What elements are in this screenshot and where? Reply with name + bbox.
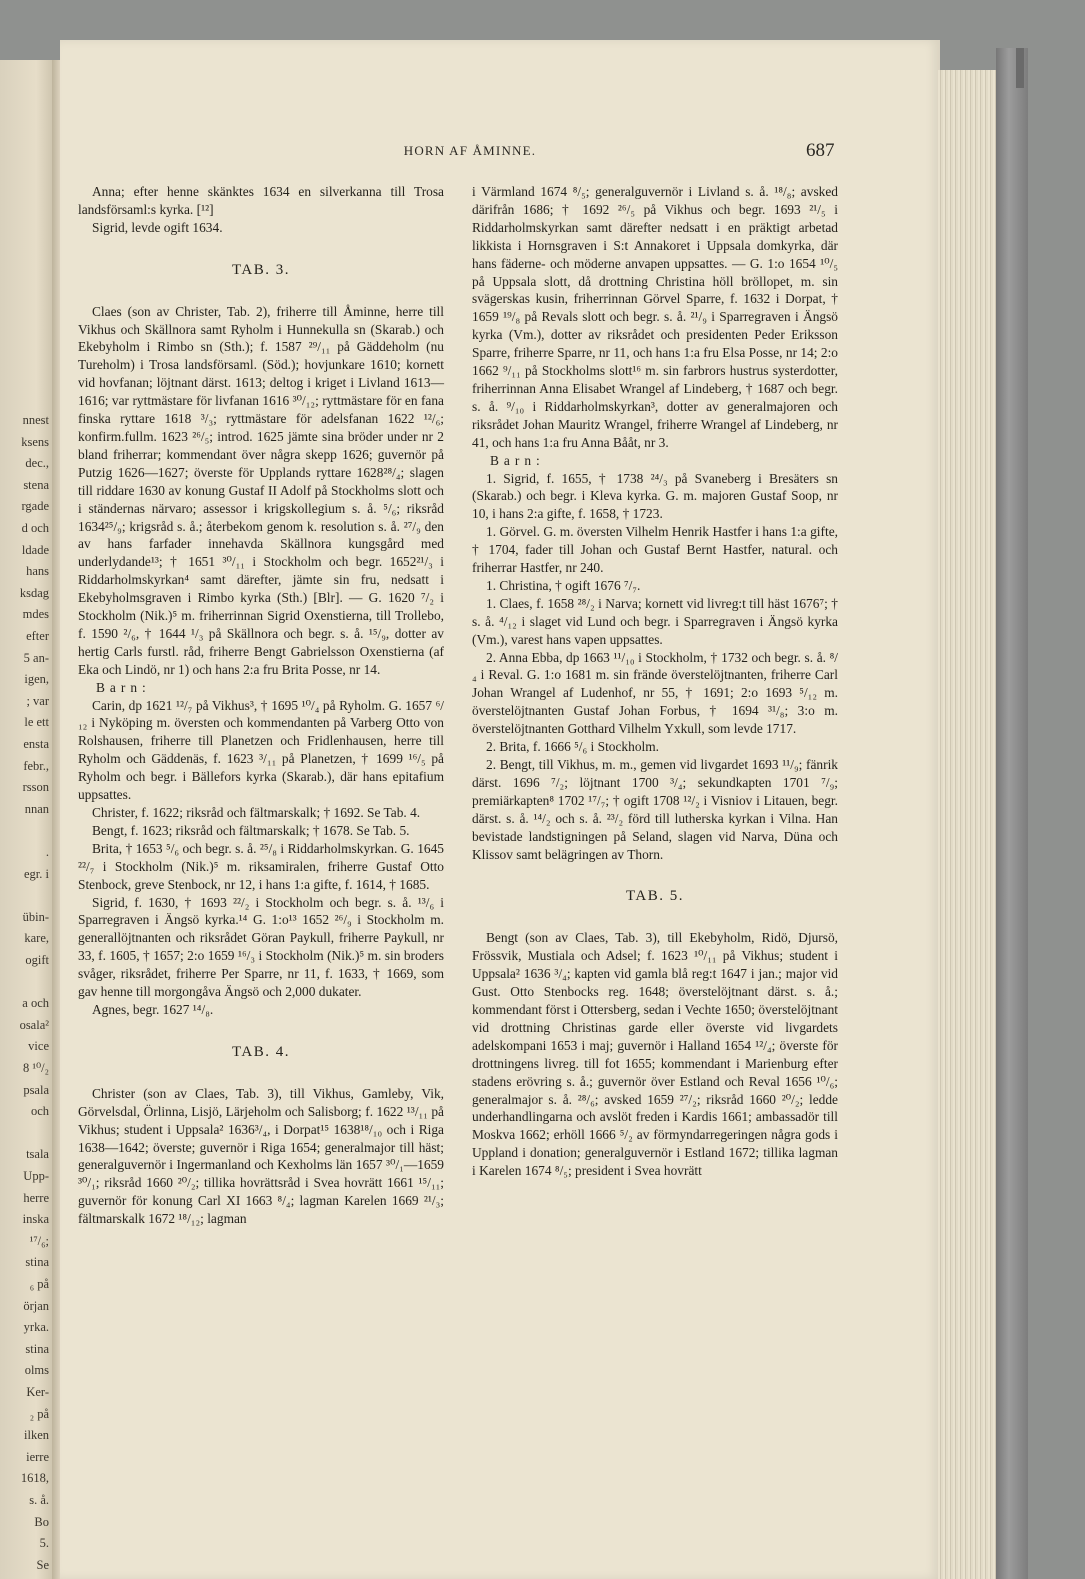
left-page-fragment: ilken xyxy=(24,1428,49,1443)
entry-paragraph: Carin, dp 1621 ¹²/₇ på Vikhus³, † 1695 ¹⁰/₄ på Ryholm. G. 1657 ⁶/₁₂ i Nyköping m. översten och kommendanten på Varberg Otto von Rolshausen, friherre till Planetzen och Fridlenhausen, herre till Ryholm och Gäddenäs, f. 1623 ³/₁₁ på Planetzen, † 1699 ¹⁶/₅ på Ryholm och begr. i Bällefors kyrka (Skarab.), där hans epitafium uppsattes. xyxy=(78,697,444,803)
left-page-fragment: örjan xyxy=(23,1298,49,1313)
left-page-fragment: egr. i xyxy=(24,866,49,881)
page-stack-edges xyxy=(938,70,998,1579)
left-page-fragment: osala² xyxy=(19,1017,49,1032)
entry-paragraph: Brita, † 1653 ⁵/₆ och begr. s. å. ²⁵/₈ i Riddarholmskyrkan. G. 1645 ²²/₇ i Stockholm (Nik.)⁵ m. riksamiralen, friherre Gustaf Otto Stenbock, greve Stenbock, nr 12, i hans 1:a gifte, f. 1614, † 1685. xyxy=(78,840,444,892)
left-page-fragment: mdes xyxy=(22,607,49,622)
children-heading: Barn: xyxy=(490,452,545,468)
entry-paragraph: Agnes, begr. 1627 ¹⁴/₈. xyxy=(92,1001,214,1017)
left-page-fragment: ksens xyxy=(21,434,49,449)
entry-paragraph: i Värmland 1674 ⁸/₅; generalguvernör i Livland s. å. ¹⁸/₈; avsked därifrån 1686; † 1692 ²⁶/₅ på Vikhus och begr. 1693 ²¹/₅ i Riddarholmskyrkan samt därefter nedsatt i en präktigt arbetad likkista i Hornsgraven i S:t Annakoret i Uppsala domkyrka, där hans fäderne- och möderne anvapen uppsattes. — G. 1:o 1654 ¹⁰/₅ på Uppsala slott, då drottning Christina höll bröllopet, m. sin svägerskas kusin, friherrinnan Görvel Sparre, f. 1632 i Dorpat, † 1659 ¹⁹/₈ på Revals slott och begr. s. å. ²¹/₉ i Sparregraven i Ängsö kyrka (Vm.), dotter av riksrådet och presidenten Peder Eriksson Sparre, friherre Sparre, nr 11, och hans 1:a fru Elsa Posse, nr 14; 2:o 1662 ⁹/₁₁ på Stockholms slott¹⁶ m. sin farbrors hustrus systerdotter, friherrinnan Anna Elisabet Wrangel af Lindeberg, † 1687 och begr. s. å. ⁹/₁₀ i Riddarholmskyrkan³, dotter av generalmajoren och riksrådet Johan Mauritz Wrangel, friherre Wrangel af Lindeberg, nr 41, och hans 1:a fru Anna Bååt, nr 3. xyxy=(472,184,838,450)
left-page-fragment: febr., xyxy=(23,758,49,773)
left-page-fragment: 8 ¹⁰/₂ xyxy=(23,1061,49,1075)
page-number: 687 xyxy=(806,140,835,161)
left-page-fragment: nnan xyxy=(24,801,49,816)
left-page-fragment: ksdag xyxy=(19,585,49,600)
table-heading: TAB. 4. xyxy=(231,1043,291,1060)
entry-paragraph: Sigrid, levde ogift 1634. xyxy=(92,219,223,235)
left-page-fragment: a och xyxy=(22,996,49,1011)
entry-paragraph: 1. Christina, † ogift 1676 ⁷/₇. xyxy=(486,577,641,593)
left-page-fragment: ¹⁷/₆; xyxy=(29,1233,49,1248)
entry-paragraph: Claes (son av Christer, Tab. 2), friherre till Åminne, herre till Vikhus och Skällnora samt Ryholm i Hunnekulla sn (Skarab.) och Ekebyholm i Rimbo sn (Sth.); f. 1587 ²⁹/₁₁ på Gäddeholm (nu Tureholm) i Trosa landsförsaml. (Söd.); hovjunkare 1610; kornett vid hovfanan; löjtnant därst. 1613; deltog i kriget i Livland 1613—1616; var ryttmästare för livfanan 1616 ³⁰/₁₂; ryttmästare för en fana finska ryttare 1618 ³/₃; ryttmästare för adelsfanan 1622 ¹²/₆; konfirm.fullm. 1623 ²⁶/₅; introd. 1625 jämte sina bröder under nr 2 bland friherrar; kommendant över några skepp 1626; guvernör på Putzig 1626—1627; överste för Upplands ryttare 1628²⁸/₄; slagen till riddare 1630 av konung Gustaf II Adolf på Stockholms slott och i ständernas närvaro; assessor i krigskollegium s. å. ⁵/₆; riksråd 1634²⁵/₉; krigsråd s. å.; återbekom genom k. resolution s. å. ²⁷/₉ den av hans farfader innehavda Skällnora kungsgård med underlydande¹³; † 1651 ³⁰/₁₁ i Stockholm och begr. 1652²¹/₃ i Riddarholmskyrkan⁴ samt därefter, jämte sin fru, nedsatt i Ekebyholmsgraven i Rimbo kyrka (Sth.) [Blr]. — G. 1620 ⁷/₂ i Stockholm (Nik.)⁵ m. friherrinnan Sigrid Oxenstierna, till Trollebo, f. 1590 ²/₆, † 1644 ¹/₃ på Skällnora och begr. s. å. ¹⁵/₉, dotter av hertig Carls furstl. råd, friherre Bengt Gabrielsson Oxenstierna (af Eka och Lindö, nr 1) och hans 2:a fru Brita Posse, nr 14. xyxy=(78,303,444,677)
entry-paragraph: 1. Sigrid, f. 1655, † 1738 ²⁴/₃ på Svaneberg i Bresäters sn (Skarab.) och begr. i Kleva kyrka. G. m. majoren Gustaf Soop, nr 10, i hans 2:a gifte, f. 1658, † 1723. xyxy=(472,470,838,522)
table-heading: TAB. 3. xyxy=(231,261,291,278)
left-page-fragment: efter xyxy=(26,629,49,643)
left-page-fragment: olms xyxy=(24,1363,49,1378)
entry-paragraph: Bengt (son av Claes, Tab. 3), till Ekebyholm, Ridö, Djursö, Frössvik, Mustiala och Adsel; f. 1623 ¹⁰/₁₁ på Vikhus; student i Uppsala² 1636 ³/₄; kapten vid gamla blå reg:t 1647 i jan.; major vid Gust. Otto Stenbocks reg. 1648; överstelöjtnant därst. s. å.; kommendant först i Ottersberg, sedan i Vechte 1650; överstelöjtnant vid drottning Christinas garde eller överste vid livgardets adelskompani 1653 i maj; guvernör i Halland 1654 ¹²/₄; överste för drottningens livreg. till fot 1655; kommendant i Marienburg efter stadens erövring s. å.; guvernör över Estland och Reval 1656 ¹⁰/₆; generalmajor s. å. ²⁸/₆; avsked 1659 ²⁷/₂; riksråd 1660 ²⁰/₂; ledde underhandlingarna och avslöt freden i Kardis 1661; ambassadör till Moskva 1662; erhöll 1666 ⁵/₂ av förmyndarregeringen några gods i Uppland i donation; generalguvernör i Estland 1672; tillika lagman i Karelen 1674 ⁸/₅; president i Svea hovrätt xyxy=(472,930,838,1179)
entry-paragraph: Bengt, f. 1623; riksråd och fältmarskalk; † 1678. Se Tab. 5. xyxy=(92,822,410,838)
left-page-fragment: stina xyxy=(25,1255,49,1270)
left-page-fragment: tsala xyxy=(26,1147,49,1162)
book-cover-edge xyxy=(996,48,1028,1579)
left-page-fragment: ensta xyxy=(23,737,49,751)
left-page-fragment: 1618, xyxy=(20,1471,49,1486)
left-page-fragment: nnest xyxy=(22,413,49,427)
left-page-fragment: yrka. xyxy=(23,1320,49,1335)
left-page-fragment: herre xyxy=(23,1190,49,1205)
left-text-column xyxy=(78,183,444,1228)
left-page-fragment: ogift xyxy=(25,953,49,967)
left-page-fragment: 5 an- xyxy=(23,650,49,665)
left-page-fragment: d och xyxy=(21,521,49,535)
left-page-fragment: igen, xyxy=(24,672,49,687)
entry-paragraph: 1. Claes, f. 1658 ²⁸/₂ i Narva; kornett vid livreg:t till häst 1676⁷; † s. å. ⁴/₁₂ i slaget vid Lund och begr. i Sparregraven i Ängsö kyrka (Vm.), varest hans vapen uppsattes. xyxy=(472,595,838,647)
left-page-fragment: inska xyxy=(22,1212,49,1227)
left-page-fragment: psala xyxy=(23,1082,49,1097)
left-page-fragment: Ker- xyxy=(26,1385,49,1399)
left-page-fragment: ₆ på xyxy=(29,1277,49,1291)
entry-paragraph: 2. Anna Ebba, dp 1663 ¹¹/₁₀ i Stockholm, † 1732 och begr. s. å. ⁸/₄ i Reval. G. 1:o 1681 m. sin frände överstelöjtnanten, friherre Carl Johan Wrangel af Ludenhof, nr 55, † 1691; 2:o 1693 ⁵/₁₂ m. överstelöjtnanten Gustaf Johan Forbus, † 1694 ³¹/₈; 3:o m. överstelöjtnanten Gotthard Vilhelm Yxkull, som levde 1717. xyxy=(472,649,838,737)
children-heading: Barn: xyxy=(96,679,151,695)
left-page-fragment: dec., xyxy=(25,456,49,471)
left-page-fragment: ; var xyxy=(26,693,49,708)
left-page-fragment: ₂ på xyxy=(29,1406,49,1421)
entry-paragraph: 2. Brita, f. 1666 ⁵/₆ i Stockholm. xyxy=(486,739,659,755)
entry-paragraph: 2. Bengt, till Vikhus, m. m., gemen vid livgardet 1693 ¹¹/₉; fänrik därst. 1696 ⁷/₂; löjtnant 1700 ³/₄; sekundkapten 1701 ⁷/₉; premiärkapten⁸ 1702 ¹⁷/₇; † ogift 1708 ¹²/₂ i Visniov i Litauen, begr. därst. s. å. ¹⁴/₂ och s. å. ²³/₂ förd till lutherska kyrkan i Vilna. Han bevistade landstigningen på Seland, slagen vid Narva, Düna och Klissov samt belägringen av Thorn. xyxy=(472,757,838,862)
left-page-edge xyxy=(0,60,52,1579)
left-page-fragment: ldade xyxy=(21,542,49,557)
left-page-fragment: och xyxy=(30,1104,49,1119)
left-page-fragment: ierre xyxy=(26,1449,49,1464)
left-page-fragment: le ett xyxy=(24,715,49,730)
entry-paragraph: Sigrid, f. 1630, † 1693 ²²/₂ i Stockholm och begr. s. å. ¹³/₆ i Sparregraven i Ängsö kyrka.¹⁴ G. 1:o¹³ 1652 ²⁶/₉ i Stockholm m. generallöjtnanten och riksrådet Göran Paykull, friherre Paykull, nr 33, f. 1605, † 1657; 2:o 1659 ¹⁶/₃ i Stockholm (Nik.)⁵ m. sin broders svåger, riksrådet, friherre Per Sparre, nr 11, f. 1633, † 1669, som gav henne till morgongåva Ängsö och 2,000 dukater. xyxy=(78,894,444,1000)
entry-paragraph: 1. Görvel. G. m. översten Vilhelm Henrik Hastfer i hans 1:a gifte, † 1704, fader till Johan och Gustaf Bernt Hastfer, natural. och friherrar Hastfer, nr 240. xyxy=(472,524,838,576)
left-page-fragment: 5. xyxy=(39,1536,49,1551)
left-page-fragment: . xyxy=(45,845,49,859)
left-page-fragment: kare, xyxy=(24,931,49,946)
left-page-fragment: übin- xyxy=(22,909,49,924)
entry-paragraph: Christer (son av Claes, Tab. 3), till Vikhus, Gamleby, Vik, Görvelsdal, Örlinna, Lisjö, Lärjeholm och Salisborg; f. 1622 ¹³/₁₁ på Vikhus; student i Uppsala² 1636³/₄, i Dorpat¹⁵ 1638¹⁸/₁₀ och i Riga 1638—1642; överste; guvernör i Riga 1654; generalmajor till häst; generalguvernör i Ingermanland och Kexholms län 1657 ³⁰/₁—1659 ³⁰/₁; riksråd 1660 ²⁰/₂; tillika hovrättsråd i Svea hovrätt 1661 ¹⁵/₁₁; guvernör för konung Carl XI 1663 ⁸/₄; lagman Karelen 1669 ²¹/₃; fältmarskalk 1672 ¹⁸/₁₂; lagman xyxy=(78,1085,444,1227)
left-page-fragment: vice xyxy=(28,1039,49,1054)
left-page-fragment: rgade xyxy=(21,499,49,514)
left-page-fragment: hans xyxy=(26,564,49,579)
left-page-fragment: s. å. xyxy=(29,1493,49,1507)
left-page-fragment: Upp- xyxy=(23,1169,49,1183)
left-page-fragment: stina xyxy=(25,1341,49,1356)
left-page-fragment: Se xyxy=(36,1557,49,1572)
entry-paragraph: Christer, f. 1622; riksråd och fältmarskalk; † 1692. Se Tab. 4. xyxy=(92,805,421,820)
entry-paragraph: Anna; efter henne skänktes 1634 en silverkanna till Trosa landsförsaml:s kyrka. [¹²] xyxy=(78,184,444,217)
left-page-fragment: stena xyxy=(23,477,49,492)
bookmark-ribbon xyxy=(1016,48,1024,88)
left-page-fragment: Bo xyxy=(34,1514,49,1529)
running-head: HORN AF ÅMINNE. xyxy=(403,143,537,158)
table-heading: TAB. 5. xyxy=(625,888,685,905)
left-page-fragment: rsson xyxy=(22,780,49,795)
right-text-column xyxy=(472,183,838,1180)
